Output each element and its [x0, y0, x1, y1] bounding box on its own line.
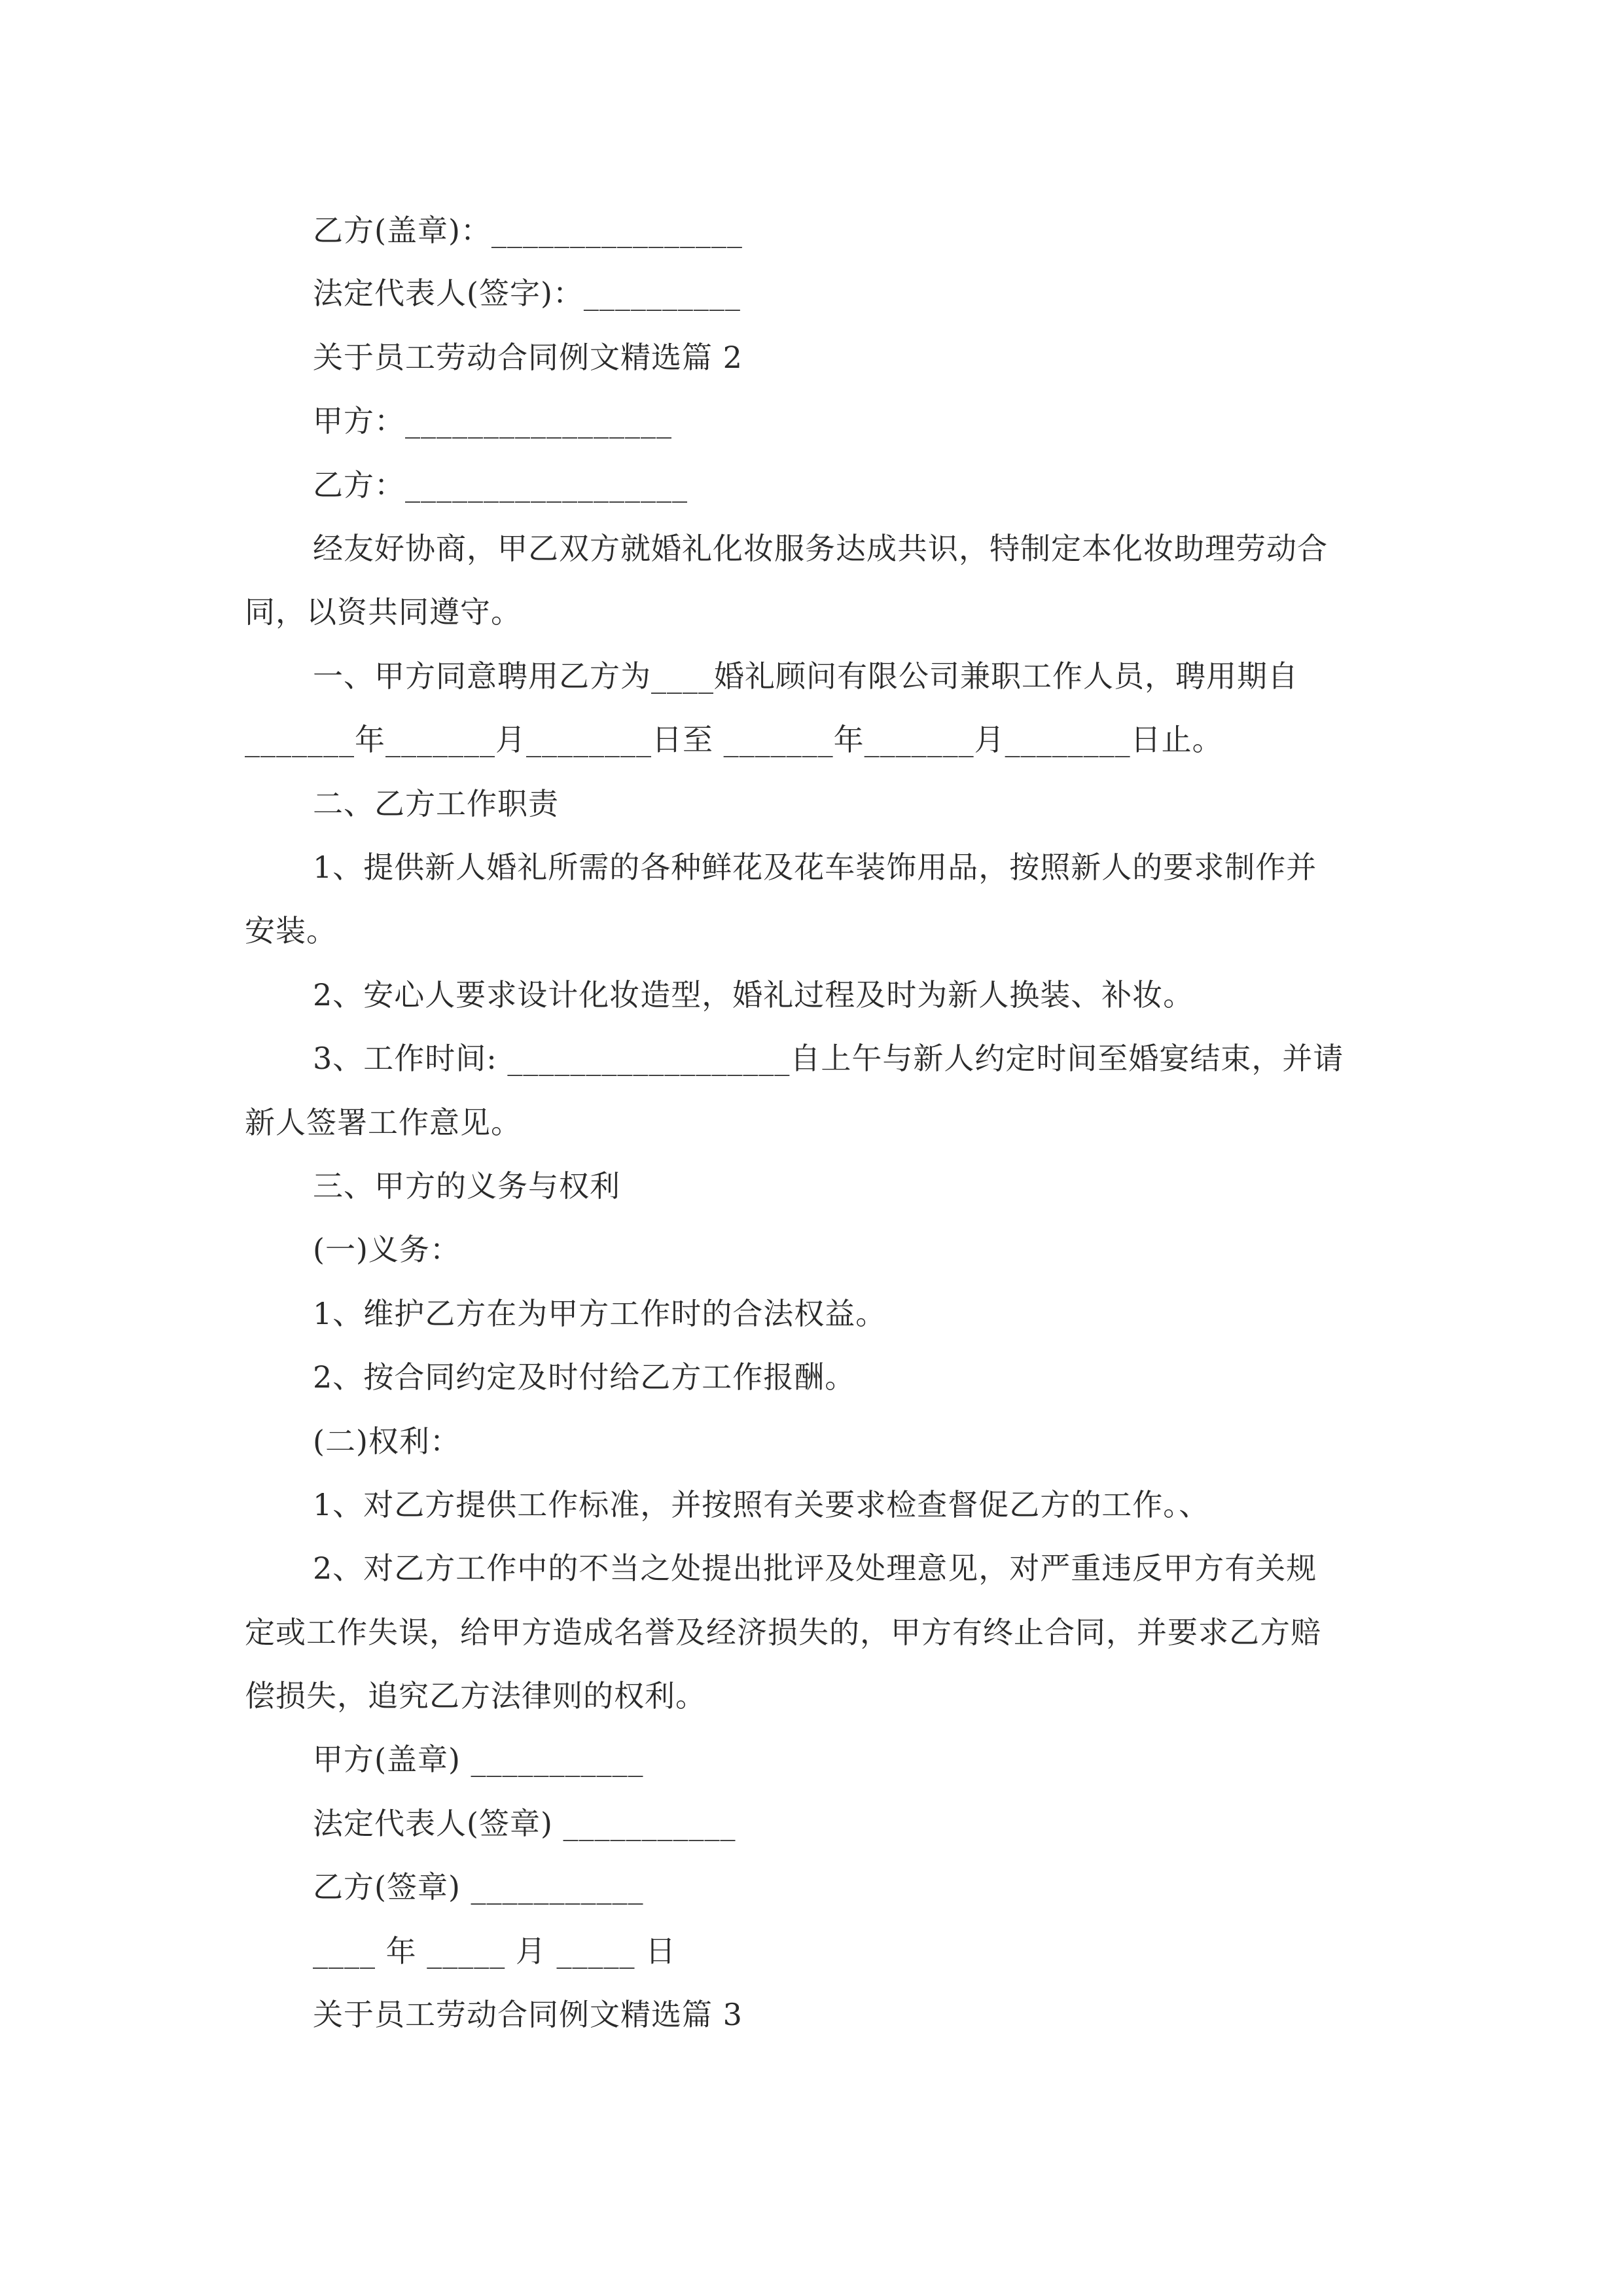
doc-line-28: ____ 年 _____ 月 _____ 日 [313, 1933, 677, 1969]
doc-line-22: 2、对乙方工作中的不当之处提出批评及处理意见，对严重违反甲方有关规 [313, 1551, 1317, 1586]
doc-line-4: 甲方：_________________ [313, 403, 672, 439]
doc-line-19: 2、按合同约定及时付给乙方工作报酬。 [313, 1359, 856, 1395]
doc-line-17: (一)义务： [313, 1232, 461, 1267]
doc-line-20: (二)权利： [313, 1424, 461, 1459]
doc-line-16: 三、甲方的义务与权利 [313, 1168, 620, 1204]
doc-line-7: 同，以资共同遵守。 [245, 594, 522, 630]
doc-line-11: 1、提供新人婚礼所需的各种鲜花及花车装饰用品，按照新人的要求制作并 [313, 850, 1317, 885]
doc-line-6: 经友好协商，甲乙双方就婚礼化妆服务达成共识，特制定本化妆助理劳动合 [313, 531, 1328, 566]
doc-line-21: 1、对乙方提供工作标准，并按照有关要求检查督促乙方的工作。、 [313, 1487, 1210, 1522]
doc-line-25: 甲方(盖章) ___________ [313, 1742, 644, 1777]
doc-line-27: 乙方(签章) ___________ [313, 1869, 644, 1905]
section-heading: 关于员工劳动合同例文精选篇 2 [313, 340, 743, 375]
doc-line-15: 新人签署工作意见。 [245, 1105, 522, 1140]
doc-line-2: 法定代表人(签字)：__________ [313, 276, 741, 311]
doc-line-9: _______年_______月________日至 _______年_______月________日止。 [245, 722, 1223, 757]
doc-line-1: 乙方(盖章)：________________ [313, 213, 743, 248]
doc-line-12: 安装。 [245, 913, 337, 948]
doc-line-5: 乙方：__________________ [313, 467, 688, 503]
doc-line-26: 法定代表人(签章) ___________ [313, 1806, 736, 1841]
doc-line-14: 3、工作时间: __________________自上午与新人约定时间至婚宴结束，并请 [313, 1041, 1344, 1076]
doc-line-24: 偿损失，追究乙方法律则的权利。 [245, 1678, 706, 1713]
doc-line-18: 1、维护乙方在为甲方工作时的合法权益。 [313, 1296, 887, 1331]
section-heading: 关于员工劳动合同例文精选篇 3 [313, 1997, 743, 2032]
doc-line-8: 一、甲方同意聘用乙方为____婚礼顾问有限公司兼职工作人员，聘用期自 [313, 658, 1298, 694]
doc-line-10: 二、乙方工作职责 [313, 786, 559, 821]
doc-line-23: 定或工作失误，给甲方造成名誉及经济损失的，甲方有终止合同，并要求乙方赔 [245, 1615, 1321, 1650]
doc-line-13: 2、安心人要求设计化妆造型，婚礼过程及时为新人换装、补妆。 [313, 977, 1194, 1013]
